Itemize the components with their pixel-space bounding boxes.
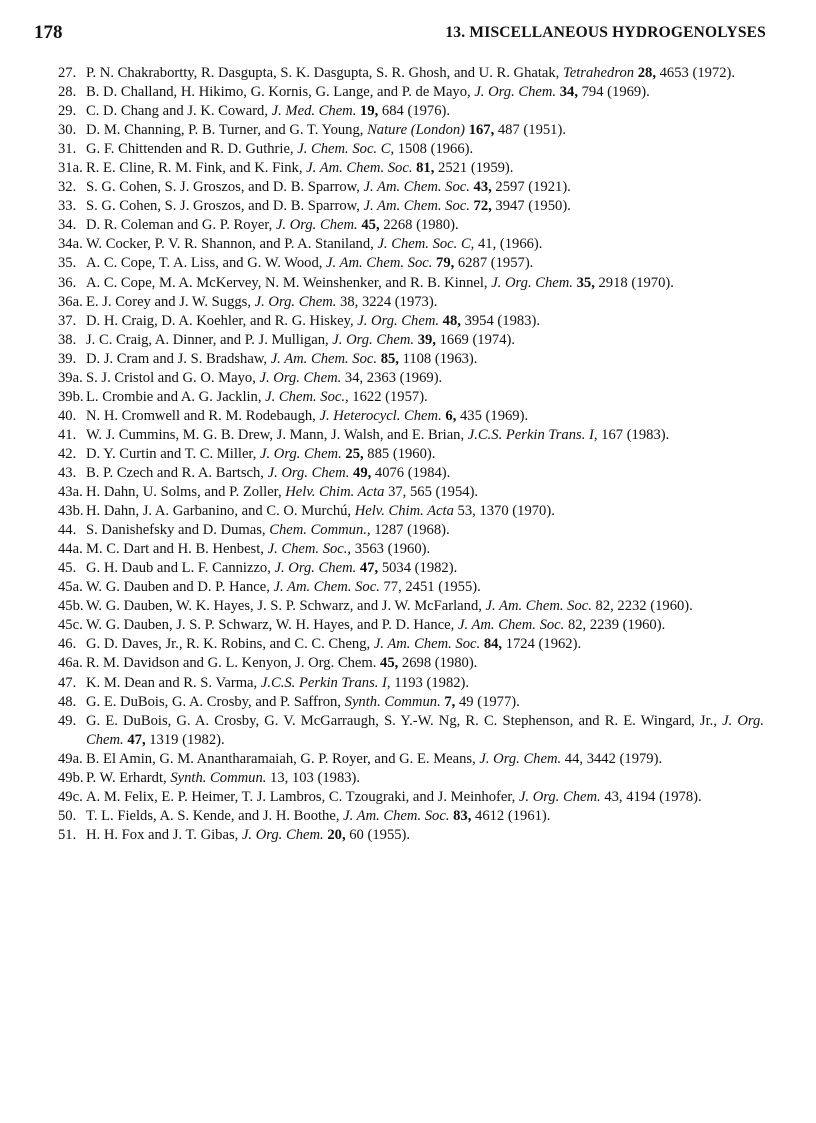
reference-text: W. J. Cummins, M. G. B. Drew, J. Mann, J. Walsh, and E. Brian, bbox=[86, 426, 468, 443]
reference-number: 31. bbox=[58, 141, 77, 158]
reference-list bbox=[58, 64, 764, 845]
reference-text: H. H. Fox and J. T. Gibas, bbox=[86, 826, 242, 843]
reference-number: 44a. bbox=[58, 541, 83, 558]
reference-number: 37. bbox=[58, 312, 77, 329]
reference-entry bbox=[58, 826, 764, 845]
reference-number: 45a. bbox=[58, 579, 83, 596]
reference-text: 684 (1976). bbox=[378, 103, 451, 120]
reference-number: 49c. bbox=[58, 788, 83, 805]
reference-text: R. E. Cline, R. M. Fink, and K. Fink, bbox=[86, 160, 307, 177]
reference-text: 43, 4194 (1978). bbox=[600, 788, 702, 805]
reference-entry bbox=[58, 254, 764, 273]
reference-text: 82, 2232 (1960). bbox=[591, 598, 693, 615]
journal-title: J. Am. Chem. Soc. bbox=[273, 579, 380, 596]
reference-text: 49 (1977). bbox=[455, 693, 520, 710]
reference-text: 4653 (1972). bbox=[655, 65, 736, 81]
journal-title: J. Org. Chem. bbox=[259, 369, 342, 386]
reference-text: 1508 (1966). bbox=[394, 141, 474, 158]
reference-number: 45. bbox=[58, 560, 77, 577]
journal-title: J. Org. Chem. bbox=[267, 464, 350, 481]
reference-text: P. W. Erhardt, bbox=[86, 769, 171, 786]
reference-text: A. M. Felix, E. P. Heimer, T. J. Lambros, C. Tzougraki, and J. Meinhofer, bbox=[86, 788, 519, 805]
reference-text: 34, 2363 (1969). bbox=[341, 369, 443, 386]
volume-number: 49, bbox=[353, 464, 372, 481]
reference-text: G. F. Chittenden and R. D. Guthrie, bbox=[86, 141, 298, 158]
reference-entry bbox=[58, 712, 764, 750]
reference-entry bbox=[58, 197, 764, 216]
reference-entry bbox=[58, 235, 764, 254]
reference-text: 77, 2451 (1955). bbox=[379, 579, 481, 596]
reference-entry bbox=[58, 674, 764, 693]
volume-number: 45, bbox=[380, 655, 399, 672]
reference-text: D. H. Craig, D. A. Koehler, and R. G. Hiskey, bbox=[86, 312, 358, 329]
reference-number: 43. bbox=[58, 464, 77, 481]
reference-entry bbox=[58, 769, 764, 788]
volume-number: 48, bbox=[442, 312, 461, 329]
reference-text: 3563 (1960). bbox=[351, 541, 431, 558]
reference-text: P. N. Chakrabortty, R. Dasgupta, S. K. Dasgupta, S. R. Ghosh, and U. R. Ghatak, bbox=[86, 65, 563, 81]
reference-number: 31a. bbox=[58, 160, 83, 177]
journal-title: J. Org. Chem. bbox=[86, 712, 764, 748]
reference-entry bbox=[58, 140, 764, 159]
journal-title: J. Org. Chem. bbox=[479, 750, 562, 767]
journal-title: J. Am. Chem. Soc. bbox=[270, 350, 378, 367]
reference-text: S. G. Cohen, S. J. Groszos, and D. B. Sparrow, bbox=[86, 179, 364, 196]
reference-text: 1287 (1968). bbox=[370, 522, 450, 539]
reference-text: 167 (1983). bbox=[597, 426, 670, 443]
reference-text: W. G. Dauben, J. S. P. Schwarz, W. H. Hayes, and P. D. Hance, bbox=[86, 617, 458, 634]
reference-entry bbox=[58, 102, 764, 121]
reference-text: D. Y. Curtin and T. C. Miller, bbox=[86, 445, 260, 462]
reference-number: 35. bbox=[58, 255, 77, 272]
journal-title: J.C.S. Perkin Trans. I, bbox=[260, 674, 391, 691]
volume-number: 79, bbox=[436, 255, 455, 272]
reference-text: 37, 565 (1954). bbox=[384, 484, 479, 501]
reference-entry bbox=[58, 159, 764, 178]
reference-text: 6287 (1957). bbox=[454, 255, 534, 272]
reference-entry bbox=[58, 350, 764, 369]
reference-text: G. E. DuBois, G. A. Crosby, G. V. McGarraugh, S. Y.-W. Ng, R. C. Stephenson, and R. E. Wingard, Jr., bbox=[86, 712, 723, 729]
reference-number: 33. bbox=[58, 198, 77, 215]
reference-entry bbox=[58, 407, 764, 426]
journal-title: J. Org. Chem. bbox=[357, 312, 440, 329]
volume-number: 6, bbox=[445, 407, 457, 424]
volume-number: 47, bbox=[127, 731, 146, 748]
journal-title: J. Am. Chem. Soc. bbox=[457, 617, 565, 634]
reference-number: 51. bbox=[58, 826, 77, 843]
journal-title: Synth. Commun. bbox=[344, 693, 441, 710]
reference-text: 885 (1960). bbox=[363, 445, 436, 462]
reference-text: 1622 (1957). bbox=[348, 388, 428, 405]
journal-title: Nature (London) bbox=[367, 122, 466, 139]
reference-number: 45c. bbox=[58, 617, 83, 634]
volume-number: 72, bbox=[473, 198, 492, 215]
page-header bbox=[34, 22, 766, 46]
reference-text: 1193 (1982). bbox=[390, 674, 470, 691]
reference-text: 2521 (1959). bbox=[434, 160, 514, 177]
reference-entry bbox=[58, 464, 764, 483]
volume-number: 83, bbox=[453, 807, 472, 824]
reference-text: 2918 (1970). bbox=[594, 274, 674, 291]
journal-title: J. Org. Chem. bbox=[474, 84, 557, 101]
page-number: 178 bbox=[34, 22, 63, 43]
volume-number: 81, bbox=[416, 160, 435, 177]
reference-number: 29. bbox=[58, 103, 77, 120]
reference-number: 39. bbox=[58, 350, 77, 367]
reference-text: 1108 (1963). bbox=[398, 350, 478, 367]
reference-number: 41. bbox=[58, 426, 77, 443]
reference-number: 38. bbox=[58, 331, 77, 348]
reference-text: R. M. Davidson and G. L. Kenyon, J. Org. Chem. bbox=[86, 655, 381, 672]
volume-number: 35, bbox=[576, 274, 595, 291]
volume-number: 47, bbox=[359, 560, 379, 577]
reference-entry bbox=[58, 654, 764, 673]
reference-text: 38, 3224 (1973). bbox=[336, 293, 438, 310]
reference-number: 36. bbox=[58, 274, 77, 291]
reference-entry bbox=[58, 388, 764, 407]
reference-entry bbox=[58, 788, 764, 807]
reference-text: 2698 (1980). bbox=[398, 655, 478, 672]
reference-entry bbox=[58, 483, 764, 502]
journal-title: J. Org. Chem. bbox=[260, 445, 342, 462]
reference-number: 39a. bbox=[58, 369, 83, 386]
reference-entry bbox=[58, 445, 764, 464]
journal-title: J. Am. Chem. Soc. bbox=[363, 198, 470, 215]
reference-text: N. H. Cromwell and R. M. Rodebaugh, bbox=[86, 407, 320, 424]
journal-title: J. Org. Chem. bbox=[491, 274, 573, 291]
journal-title: J. Org. Chem. bbox=[332, 331, 415, 348]
volume-number: 85, bbox=[380, 350, 399, 367]
reference-text: 2268 (1980). bbox=[379, 217, 459, 234]
reference-text: 1669 (1974). bbox=[435, 331, 515, 348]
reference-entry bbox=[58, 521, 764, 540]
reference-text: 794 (1969). bbox=[577, 84, 650, 101]
reference-number: 39b. bbox=[58, 388, 84, 405]
reference-entry bbox=[58, 559, 764, 578]
journal-title: Helv. Chim. Acta bbox=[285, 484, 385, 501]
volume-number: 45, bbox=[361, 217, 380, 234]
reference-text: T. L. Fields, A. S. Kende, and J. H. Boothe, bbox=[86, 807, 344, 824]
reference-text: L. Crombie and A. G. Jacklin, bbox=[86, 388, 266, 405]
reference-number: 43a. bbox=[58, 484, 83, 501]
running-head: 13. MISCELLANEOUS HYDROGENOLYSES bbox=[445, 24, 766, 41]
journal-title: J. Am. Chem. Soc. bbox=[326, 255, 433, 272]
reference-number: 50. bbox=[58, 807, 77, 824]
volume-number: 28, bbox=[637, 65, 656, 81]
reference-text: E. J. Corey and J. W. Suggs, bbox=[86, 293, 255, 310]
reference-text: 1319 (1982). bbox=[145, 731, 225, 748]
reference-entry bbox=[58, 540, 764, 559]
reference-entry bbox=[58, 312, 764, 331]
reference-number: 34. bbox=[58, 217, 77, 234]
reference-number: 47. bbox=[58, 674, 77, 691]
reference-number: 40. bbox=[58, 407, 77, 424]
journal-title: J. Chem. Soc. C, bbox=[297, 141, 395, 158]
reference-entry bbox=[58, 64, 764, 83]
reference-number: 49. bbox=[58, 712, 77, 729]
reference-number: 46. bbox=[58, 636, 77, 653]
reference-entry bbox=[58, 121, 764, 140]
reference-text: 3954 (1983). bbox=[460, 312, 540, 329]
reference-text: H. Dahn, J. A. Garbanino, and C. O. Murchú, bbox=[86, 503, 355, 520]
reference-number: 34a. bbox=[58, 236, 83, 253]
reference-number: 45b. bbox=[58, 598, 84, 615]
reference-text: 53, 1370 (1970). bbox=[453, 503, 555, 520]
volume-number: 39, bbox=[417, 331, 436, 348]
journal-title: J. Org. Chem. bbox=[254, 293, 337, 310]
journal-title: Chem. Commun., bbox=[269, 522, 371, 539]
reference-text: M. C. Dart and H. B. Henbest, bbox=[86, 541, 268, 558]
journal-title: J. Heterocycl. Chem. bbox=[319, 407, 442, 424]
reference-number: 32. bbox=[58, 179, 77, 196]
reference-number: 49a. bbox=[58, 750, 83, 767]
reference-entry bbox=[58, 616, 764, 635]
reference-text: G. E. DuBois, G. A. Crosby, and P. Saffron, bbox=[86, 693, 345, 710]
journal-title: J. Chem. Soc. C, bbox=[377, 236, 475, 253]
volume-number: 20, bbox=[327, 826, 346, 843]
journal-title: Synth. Commun. bbox=[170, 769, 267, 786]
journal-title: J. Chem. Soc., bbox=[265, 388, 349, 405]
volume-number: 43, bbox=[473, 179, 492, 196]
reference-text: 1724 (1962). bbox=[502, 636, 582, 653]
volume-number: 7, bbox=[444, 693, 456, 710]
reference-entry bbox=[58, 750, 764, 769]
journal-title: Tetrahedron bbox=[562, 65, 635, 81]
journal-title: J. Org. Chem. bbox=[241, 826, 324, 843]
reference-text: D. R. Coleman and G. P. Royer, bbox=[86, 217, 276, 234]
journal-title: J.C.S. Perkin Trans. I, bbox=[467, 426, 598, 443]
reference-text: H. Dahn, U. Solms, and P. Zoller, bbox=[86, 484, 286, 501]
volume-number: 25, bbox=[345, 445, 364, 462]
reference-entry bbox=[58, 274, 764, 293]
reference-number: 46a. bbox=[58, 655, 83, 672]
reference-text: A. C. Cope, T. A. Liss, and G. W. Wood, bbox=[86, 255, 327, 272]
reference-number: 44. bbox=[58, 522, 77, 539]
journal-title: J. Am. Chem. Soc. bbox=[373, 636, 481, 653]
reference-text: 4076 (1984). bbox=[371, 464, 451, 481]
reference-text: J. C. Craig, A. Dinner, and P. J. Mulligan, bbox=[86, 331, 333, 348]
journal-title: J. Org. Chem. bbox=[275, 217, 358, 234]
reference-entry bbox=[58, 693, 764, 712]
reference-text: G. H. Daub and L. F. Cannizzo, bbox=[86, 560, 275, 577]
reference-entry bbox=[58, 369, 764, 388]
reference-entry bbox=[58, 293, 764, 312]
reference-entry bbox=[58, 331, 764, 350]
reference-text: 2597 (1921). bbox=[491, 179, 571, 196]
reference-text: 13, 103 (1983). bbox=[266, 769, 361, 786]
reference-text: C. D. Chang and J. K. Coward, bbox=[86, 103, 272, 120]
reference-text: S. Danishefsky and D. Dumas, bbox=[86, 522, 270, 539]
reference-text: 4612 (1961). bbox=[471, 807, 551, 824]
journal-title: J. Chem. Soc., bbox=[267, 541, 352, 558]
reference-number: 27. bbox=[58, 65, 77, 81]
reference-entry bbox=[58, 502, 764, 521]
reference-text: 435 (1969). bbox=[456, 407, 529, 424]
reference-text: 5034 (1982). bbox=[378, 560, 458, 577]
reference-entry bbox=[58, 216, 764, 235]
reference-number: 49b. bbox=[58, 769, 84, 786]
reference-entry bbox=[58, 426, 764, 445]
journal-title: J. Am. Chem. Soc. bbox=[343, 807, 450, 824]
reference-text: 82, 2239 (1960). bbox=[564, 617, 666, 634]
reference-text: A. C. Cope, M. A. McKervey, N. M. Weinshenker, and R. B. Kinnel, bbox=[86, 274, 492, 291]
journal-title: Helv. Chim. Acta bbox=[354, 503, 454, 520]
journal-title: J. Org. Chem. bbox=[274, 560, 357, 577]
reference-text: D. M. Channing, P. B. Turner, and G. T. Young, bbox=[86, 122, 368, 139]
reference-text: 487 (1951). bbox=[494, 122, 566, 139]
volume-number: 34, bbox=[559, 84, 578, 101]
reference-text: S. J. Cristol and G. O. Mayo, bbox=[86, 369, 260, 386]
reference-text: 3947 (1950). bbox=[491, 198, 571, 215]
reference-text: K. M. Dean and R. S. Varma, bbox=[86, 674, 261, 691]
reference-text: B. D. Challand, H. Hikimo, G. Kornis, G. Lange, and P. de Mayo, bbox=[86, 84, 475, 101]
reference-entry bbox=[58, 635, 764, 654]
reference-entry bbox=[58, 578, 764, 597]
reference-number: 28. bbox=[58, 84, 77, 101]
reference-entry bbox=[58, 83, 764, 102]
reference-number: 36a. bbox=[58, 293, 83, 310]
reference-text: 44, 3442 (1979). bbox=[561, 750, 663, 767]
volume-number: 167, bbox=[468, 122, 495, 139]
volume-number: 19, bbox=[360, 103, 379, 120]
reference-entry bbox=[58, 807, 764, 826]
reference-text: W. G. Dauben, W. K. Hayes, J. S. P. Schwarz, and J. W. McFarland, bbox=[86, 598, 486, 615]
reference-entry bbox=[58, 178, 764, 197]
reference-text: B. P. Czech and R. A. Bartsch, bbox=[86, 464, 268, 481]
reference-entry bbox=[58, 597, 764, 616]
reference-number: 30. bbox=[58, 122, 77, 139]
reference-text: W. G. Dauben and D. P. Hance, bbox=[86, 579, 274, 596]
reference-text: G. D. Daves, Jr., R. K. Robins, and C. C. Cheng, bbox=[86, 636, 374, 653]
reference-text: 41, (1966). bbox=[474, 236, 543, 253]
reference-text: D. J. Cram and J. S. Bradshaw, bbox=[86, 350, 271, 367]
reference-text: W. Cocker, P. V. R. Shannon, and P. A. Staniland, bbox=[86, 236, 378, 253]
volume-number: 84, bbox=[483, 636, 503, 653]
journal-title: J. Am. Chem. Soc. bbox=[485, 598, 592, 615]
journal-title: J. Am. Chem. Soc. bbox=[306, 160, 413, 177]
reference-number: 48. bbox=[58, 693, 77, 710]
journal-title: J. Am. Chem. Soc. bbox=[363, 179, 470, 196]
reference-number: 43b. bbox=[58, 503, 84, 520]
reference-text: S. G. Cohen, S. J. Groszos, and D. B. Sparrow, bbox=[86, 198, 364, 215]
journal-title: J. Med. Chem. bbox=[271, 103, 357, 120]
journal-title: J. Org. Chem. bbox=[518, 788, 601, 805]
reference-number: 42. bbox=[58, 445, 77, 462]
reference-text: B. El Amin, G. M. Anantharamaiah, G. P. Royer, and G. E. Means, bbox=[86, 750, 480, 767]
reference-text: 60 (1955). bbox=[345, 826, 411, 843]
